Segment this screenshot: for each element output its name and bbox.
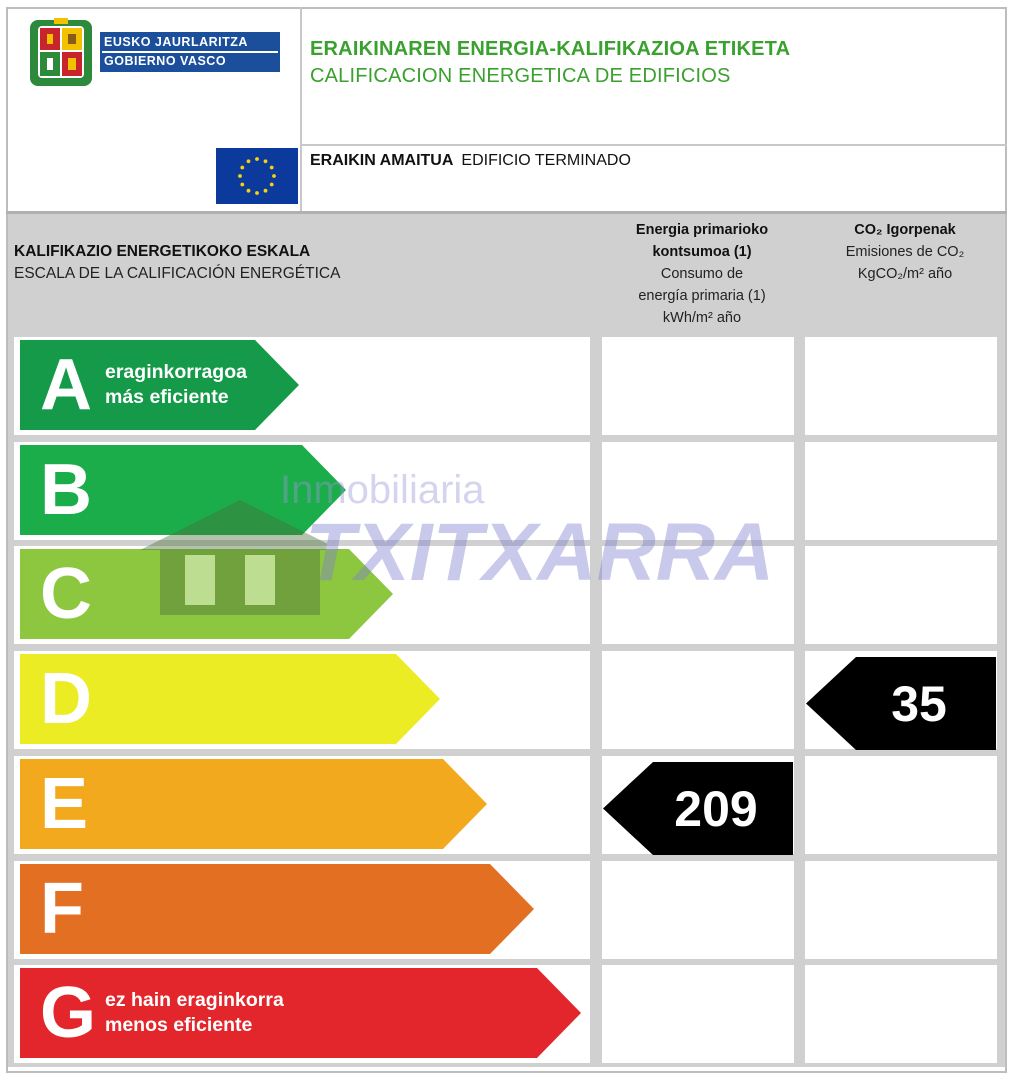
building-status xyxy=(310,152,631,170)
rating-caption-basque: ez hain eraginkorra xyxy=(105,989,284,1011)
rating-caption-spanish: menos eficiente xyxy=(105,1014,253,1036)
label-title-basque: ERAIKINAREN ENERGIA-KALIFIKAZIOA ETIKETA xyxy=(310,38,791,60)
label-title-spanish: CALIFICACION ENERGETICA DE EDIFICIOS xyxy=(310,65,731,87)
co2-value-cell xyxy=(805,442,997,540)
eu-star xyxy=(240,166,244,170)
header-divider xyxy=(300,7,302,213)
government-name-separator xyxy=(102,51,278,53)
co2-header-unit: KgCO₂/m² año xyxy=(857,266,953,282)
energy-value-cell xyxy=(602,337,794,435)
eu-star xyxy=(270,166,274,170)
rating-letter: G xyxy=(40,973,97,1053)
co2-value-cell xyxy=(805,965,997,1063)
rating-caption-spanish: más eficiente xyxy=(105,386,229,408)
rating-letter: D xyxy=(40,659,92,739)
eu-star xyxy=(255,191,259,195)
eu-star xyxy=(247,189,251,193)
energy-value-cell xyxy=(602,546,794,644)
government-name-basque: EUSKO JAURLARITZA xyxy=(104,35,248,49)
rating-letter: B xyxy=(40,450,92,530)
energy-header-unit: kWh/m² año xyxy=(662,310,742,326)
co2-value-cell xyxy=(805,756,997,854)
energy-header-line1: Energia primarioko xyxy=(635,222,769,238)
co2-value-cell xyxy=(805,546,997,644)
watermark-line2: TXITXARRA xyxy=(305,507,775,598)
eu-star xyxy=(240,183,244,187)
government-name-spanish: GOBIERNO VASCO xyxy=(104,54,227,68)
eu-star xyxy=(255,157,259,161)
energy-value-cell xyxy=(602,861,794,959)
energy-value-cell xyxy=(602,965,794,1063)
energy-column-header xyxy=(602,219,802,329)
rating-caption xyxy=(105,360,247,410)
scale-title-basque: KALIFIKAZIO ENERGETIKOKO ESKALA xyxy=(14,243,311,260)
co2-value: 35 xyxy=(891,675,947,732)
energy-header-line3: Consumo de xyxy=(660,266,744,282)
government-name-box xyxy=(100,32,280,72)
co2-header-line1: CO₂ Igorpenak xyxy=(854,222,956,238)
eu-star xyxy=(264,189,268,193)
rating-letter: F xyxy=(40,869,84,949)
eu-stars-icon xyxy=(216,148,298,204)
co2-value-cell xyxy=(805,861,997,959)
energy-header-line4: energía primaria (1) xyxy=(638,288,766,304)
co2-value-cell xyxy=(805,337,997,435)
rating-caption xyxy=(105,988,284,1038)
eu-star xyxy=(264,159,268,163)
eu-star xyxy=(238,174,242,178)
eu-flag xyxy=(216,148,298,204)
rating-letter: C xyxy=(40,554,92,634)
header-divider-horizontal xyxy=(302,144,1007,146)
rating-letter: E xyxy=(40,764,89,844)
co2-column-header xyxy=(805,219,1005,285)
eu-star xyxy=(270,183,274,187)
energy-header-line2: kontsumoa (1) xyxy=(652,244,752,260)
co2-header-line2: Emisiones de CO₂ xyxy=(845,244,965,260)
energy-value-cell xyxy=(602,651,794,749)
rating-letter: A xyxy=(40,345,92,425)
building-status-basque: ERAIKIN AMAITUA xyxy=(310,152,454,169)
rating-arrow-f xyxy=(20,864,534,954)
scale-title-spanish: ESCALA DE LA CALIFICACIÓN ENERGÉTICA xyxy=(14,265,341,282)
eu-star xyxy=(272,174,276,178)
building-status-spanish: EDIFICIO TERMINADO xyxy=(461,152,631,169)
rating-arrow-e xyxy=(20,759,487,849)
energy-value: 209 xyxy=(674,780,758,837)
eu-star xyxy=(247,159,251,163)
energy-value-cell xyxy=(602,442,794,540)
rating-caption-basque: eraginkorragoa xyxy=(105,361,247,383)
watermark-line1: Inmobiliaria xyxy=(280,468,485,512)
